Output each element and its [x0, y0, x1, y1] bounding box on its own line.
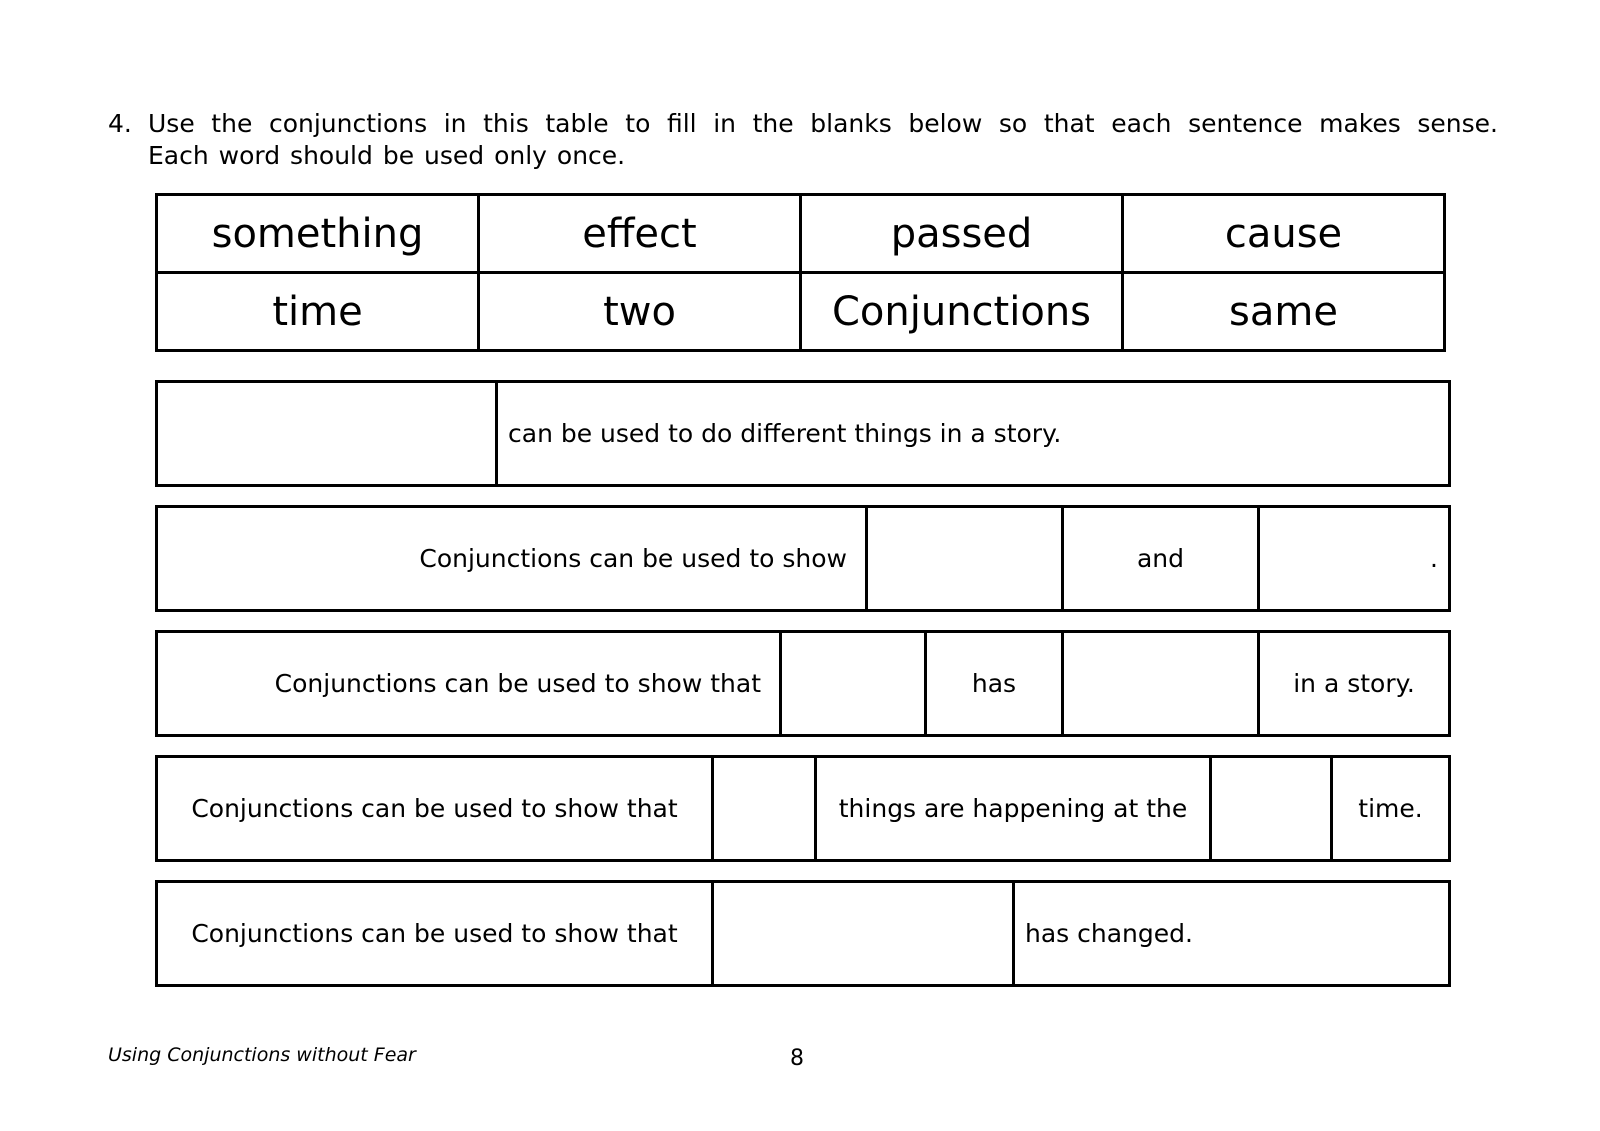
- instruction: [108, 108, 1498, 172]
- answer-blank[interactable]: [779, 633, 924, 734]
- word-bank-cell: cause: [1123, 195, 1445, 273]
- sentence-row-2: [155, 505, 1451, 612]
- answer-blank[interactable]: [711, 883, 1012, 984]
- word-bank-cell: Conjunctions: [801, 273, 1123, 351]
- sentence-text: Conjunctions can be used to show that: [191, 919, 678, 948]
- sentence-row-5: [155, 880, 1451, 987]
- answer-blank[interactable]: [1209, 758, 1330, 859]
- word-bank-cell: passed: [801, 195, 1123, 273]
- sentence-row-3: [155, 630, 1451, 737]
- word-bank-cell: two: [479, 273, 801, 351]
- sentence-text: can be used to do different things in a story.: [495, 383, 1448, 484]
- sentence-text: has: [924, 633, 1061, 734]
- sentence-text: has changed.: [1012, 883, 1448, 984]
- word-bank-table: [155, 193, 1446, 352]
- sentence-text: in a story.: [1257, 633, 1448, 734]
- sentence-row-1: [155, 380, 1451, 487]
- page-number: 8: [790, 1046, 804, 1071]
- sentence-text: things are happening at the: [814, 758, 1209, 859]
- question-number: 4.: [108, 109, 132, 138]
- answer-blank[interactable]: [1061, 633, 1257, 734]
- word-bank-cell: same: [1123, 273, 1445, 351]
- sentence-text: Conjunctions can be used to show: [419, 544, 847, 573]
- instruction-line-2: Each word should be used only once.: [148, 141, 626, 170]
- sentence-row-4: [155, 755, 1451, 862]
- sentence-text: and: [1061, 508, 1257, 609]
- sentence-text: time.: [1330, 758, 1448, 859]
- answer-blank[interactable]: [158, 383, 495, 484]
- answer-blank[interactable]: [711, 758, 814, 859]
- word-bank-row: [157, 273, 1445, 351]
- word-bank-cell: effect: [479, 195, 801, 273]
- word-bank-cell: time: [157, 273, 479, 351]
- word-bank-row: [157, 195, 1445, 273]
- footer-title: Using Conjunctions without Fear: [108, 1044, 416, 1066]
- sentence-text: Conjunctions can be used to show that: [274, 669, 761, 698]
- sentence-text: Conjunctions can be used to show that: [191, 794, 678, 823]
- word-bank-cell: something: [157, 195, 479, 273]
- instruction-line-1: Use the conjunctions in this table to fill in the blanks below so that each sentence makes sense.: [148, 109, 1498, 138]
- answer-blank-with-period[interactable]: .: [1257, 508, 1448, 609]
- answer-blank[interactable]: [865, 508, 1061, 609]
